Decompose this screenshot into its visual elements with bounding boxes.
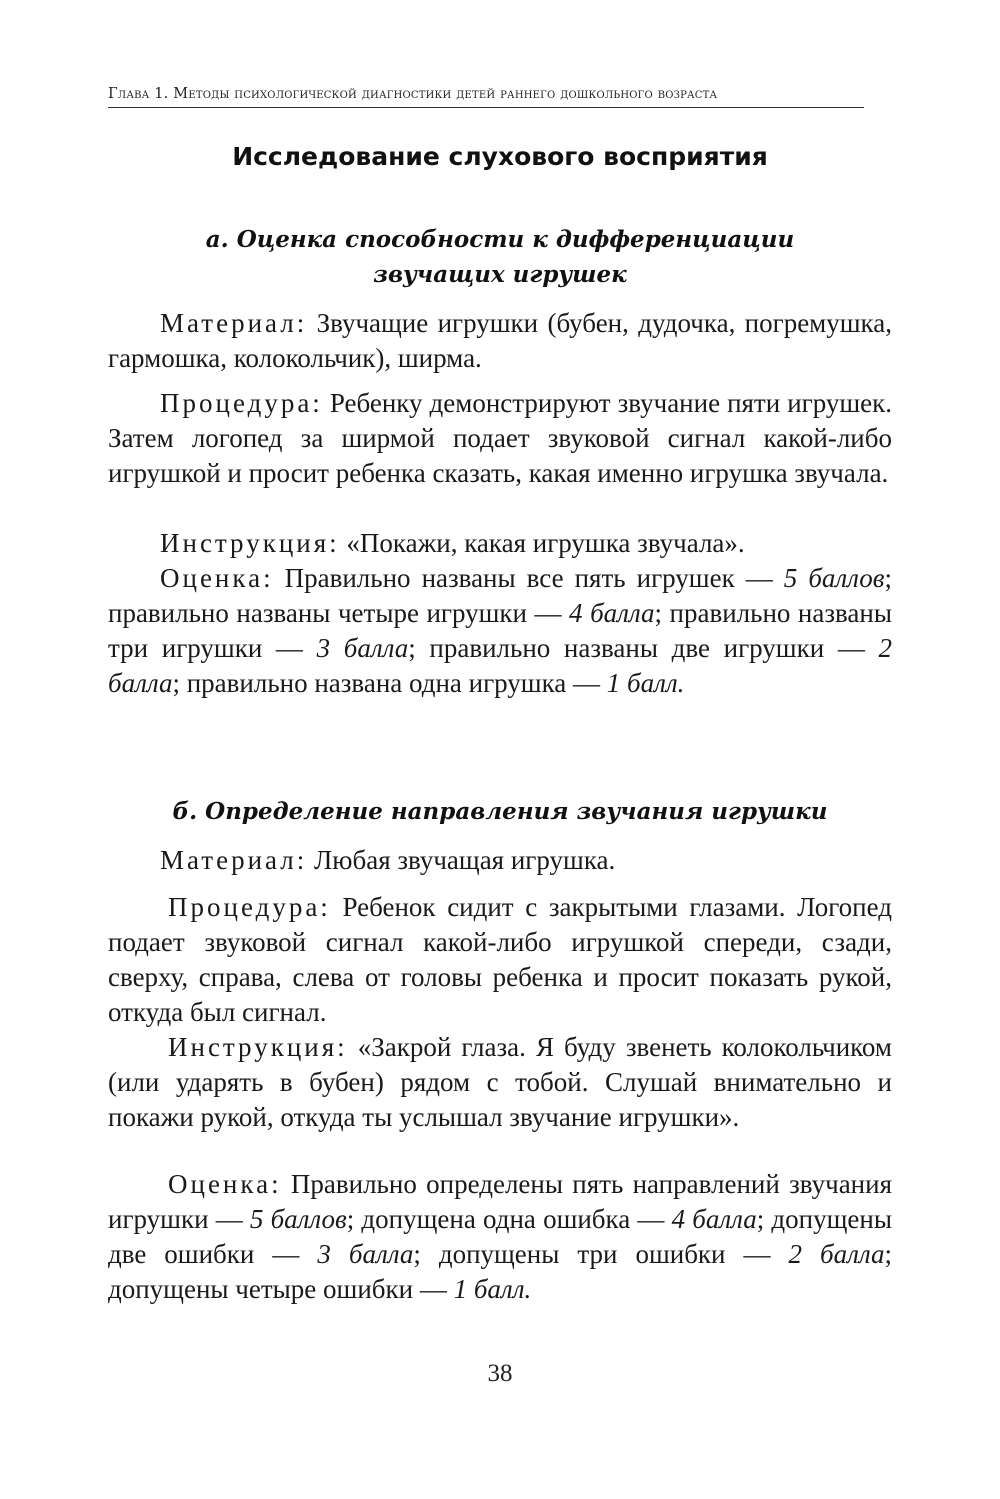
score-value-3: 3 балла bbox=[317, 1239, 414, 1269]
material-label: Материал: bbox=[160, 845, 308, 875]
score-text-3: ; допущены две ошибки — bbox=[108, 1204, 892, 1269]
header-rule bbox=[108, 107, 864, 108]
score-value-2: 2 балла bbox=[108, 633, 892, 698]
procedure-text: Ребенку демонстрируют звучание пяти игрушек. Затем логопед за ширмой подает звуковой сигнал какой-либо игрушкой и просит ребенка сказать, какая именно игрушка звучала. bbox=[108, 388, 892, 488]
section-a-heading-line1: а. Оценка способности к дифференциации bbox=[205, 226, 795, 253]
score-label: Оценка: bbox=[160, 563, 274, 593]
section-b-heading: б. Определение направления звучания игрушки bbox=[172, 798, 828, 825]
instruction-text: «Закрой глаза. Я буду звенеть колокольчиком (или ударять в бубен) рядом с тобой. Слушай внимательно и покажи рукой, откуда ты услышал звучание игрушки». bbox=[108, 1032, 893, 1132]
instruction-text: «Покажи, какая игрушка звучала». bbox=[346, 528, 745, 558]
score-value-1: 1 балл. bbox=[453, 1274, 532, 1304]
section-a-score bbox=[108, 561, 892, 701]
page-number: 38 bbox=[487, 1360, 513, 1387]
score-text-3: ; правильно названы три игрушки — bbox=[108, 598, 892, 663]
score-value-2: 2 балла bbox=[788, 1239, 885, 1269]
score-label: Оценка: bbox=[168, 1169, 282, 1199]
score-value-4: 4 балла bbox=[569, 598, 655, 628]
score-text-2: ; правильно названы четыре игрушки — bbox=[108, 563, 893, 628]
score-text-1: Правильно названы все пять игрушек — bbox=[284, 563, 773, 593]
page-title: Исследование слухового восприятия bbox=[232, 142, 768, 171]
section-b-material bbox=[108, 843, 892, 878]
material-text: Звучащие игрушки (бубен, дудочка, погремушка, гармошка, колокольчик), ширма. bbox=[108, 308, 893, 373]
section-a-heading-line2: звучащих игрушек bbox=[373, 261, 627, 288]
score-value-3: 3 балла bbox=[316, 633, 409, 663]
material-text: Любая звучащая игрушка. bbox=[313, 845, 616, 875]
procedure-label: Процедура: bbox=[168, 892, 331, 922]
score-value-5: 5 баллов bbox=[249, 1204, 347, 1234]
score-text-5: ; допущены четыре ошибки — bbox=[108, 1239, 892, 1304]
score-value-4: 4 балла bbox=[671, 1204, 757, 1234]
score-value-5: 5 баллов bbox=[783, 563, 885, 593]
section-b-score bbox=[108, 1167, 892, 1307]
procedure-text: Ребенок сидит с закрытыми глазами. Логопед подает звуковой сигнал какой-либо игрушкой спереди, сзади, сверху, справа, слева от головы ребенка и просит показать рукой, откуда был сигнал. bbox=[108, 892, 892, 1027]
section-a-material bbox=[108, 306, 892, 376]
score-text-5: ; правильно названа одна игрушка — bbox=[172, 668, 601, 698]
instruction-label: Инструкция: bbox=[168, 1032, 348, 1062]
section-b-instruction bbox=[108, 1030, 892, 1135]
score-value-1: 1 балл. bbox=[606, 668, 685, 698]
material-label: Материал: bbox=[160, 308, 308, 338]
section-a-procedure bbox=[108, 386, 892, 491]
section-b-procedure bbox=[108, 890, 892, 1030]
score-text-1: Правильно определены пять направлений звучания игрушки — bbox=[108, 1169, 893, 1234]
procedure-label: Процедура: bbox=[160, 388, 323, 418]
score-text-2: ; допущена одна ошибка — bbox=[346, 1204, 665, 1234]
section-a-instruction bbox=[108, 526, 892, 561]
instruction-label: Инструкция: bbox=[160, 528, 340, 558]
running-header: Глава 1. Методы психологической диагностики детей раннего дошкольного возраста bbox=[108, 86, 718, 102]
score-text-4: ; правильно названы две игрушки — bbox=[408, 633, 865, 663]
score-text-4: ; допущены три ошибки — bbox=[413, 1239, 771, 1269]
